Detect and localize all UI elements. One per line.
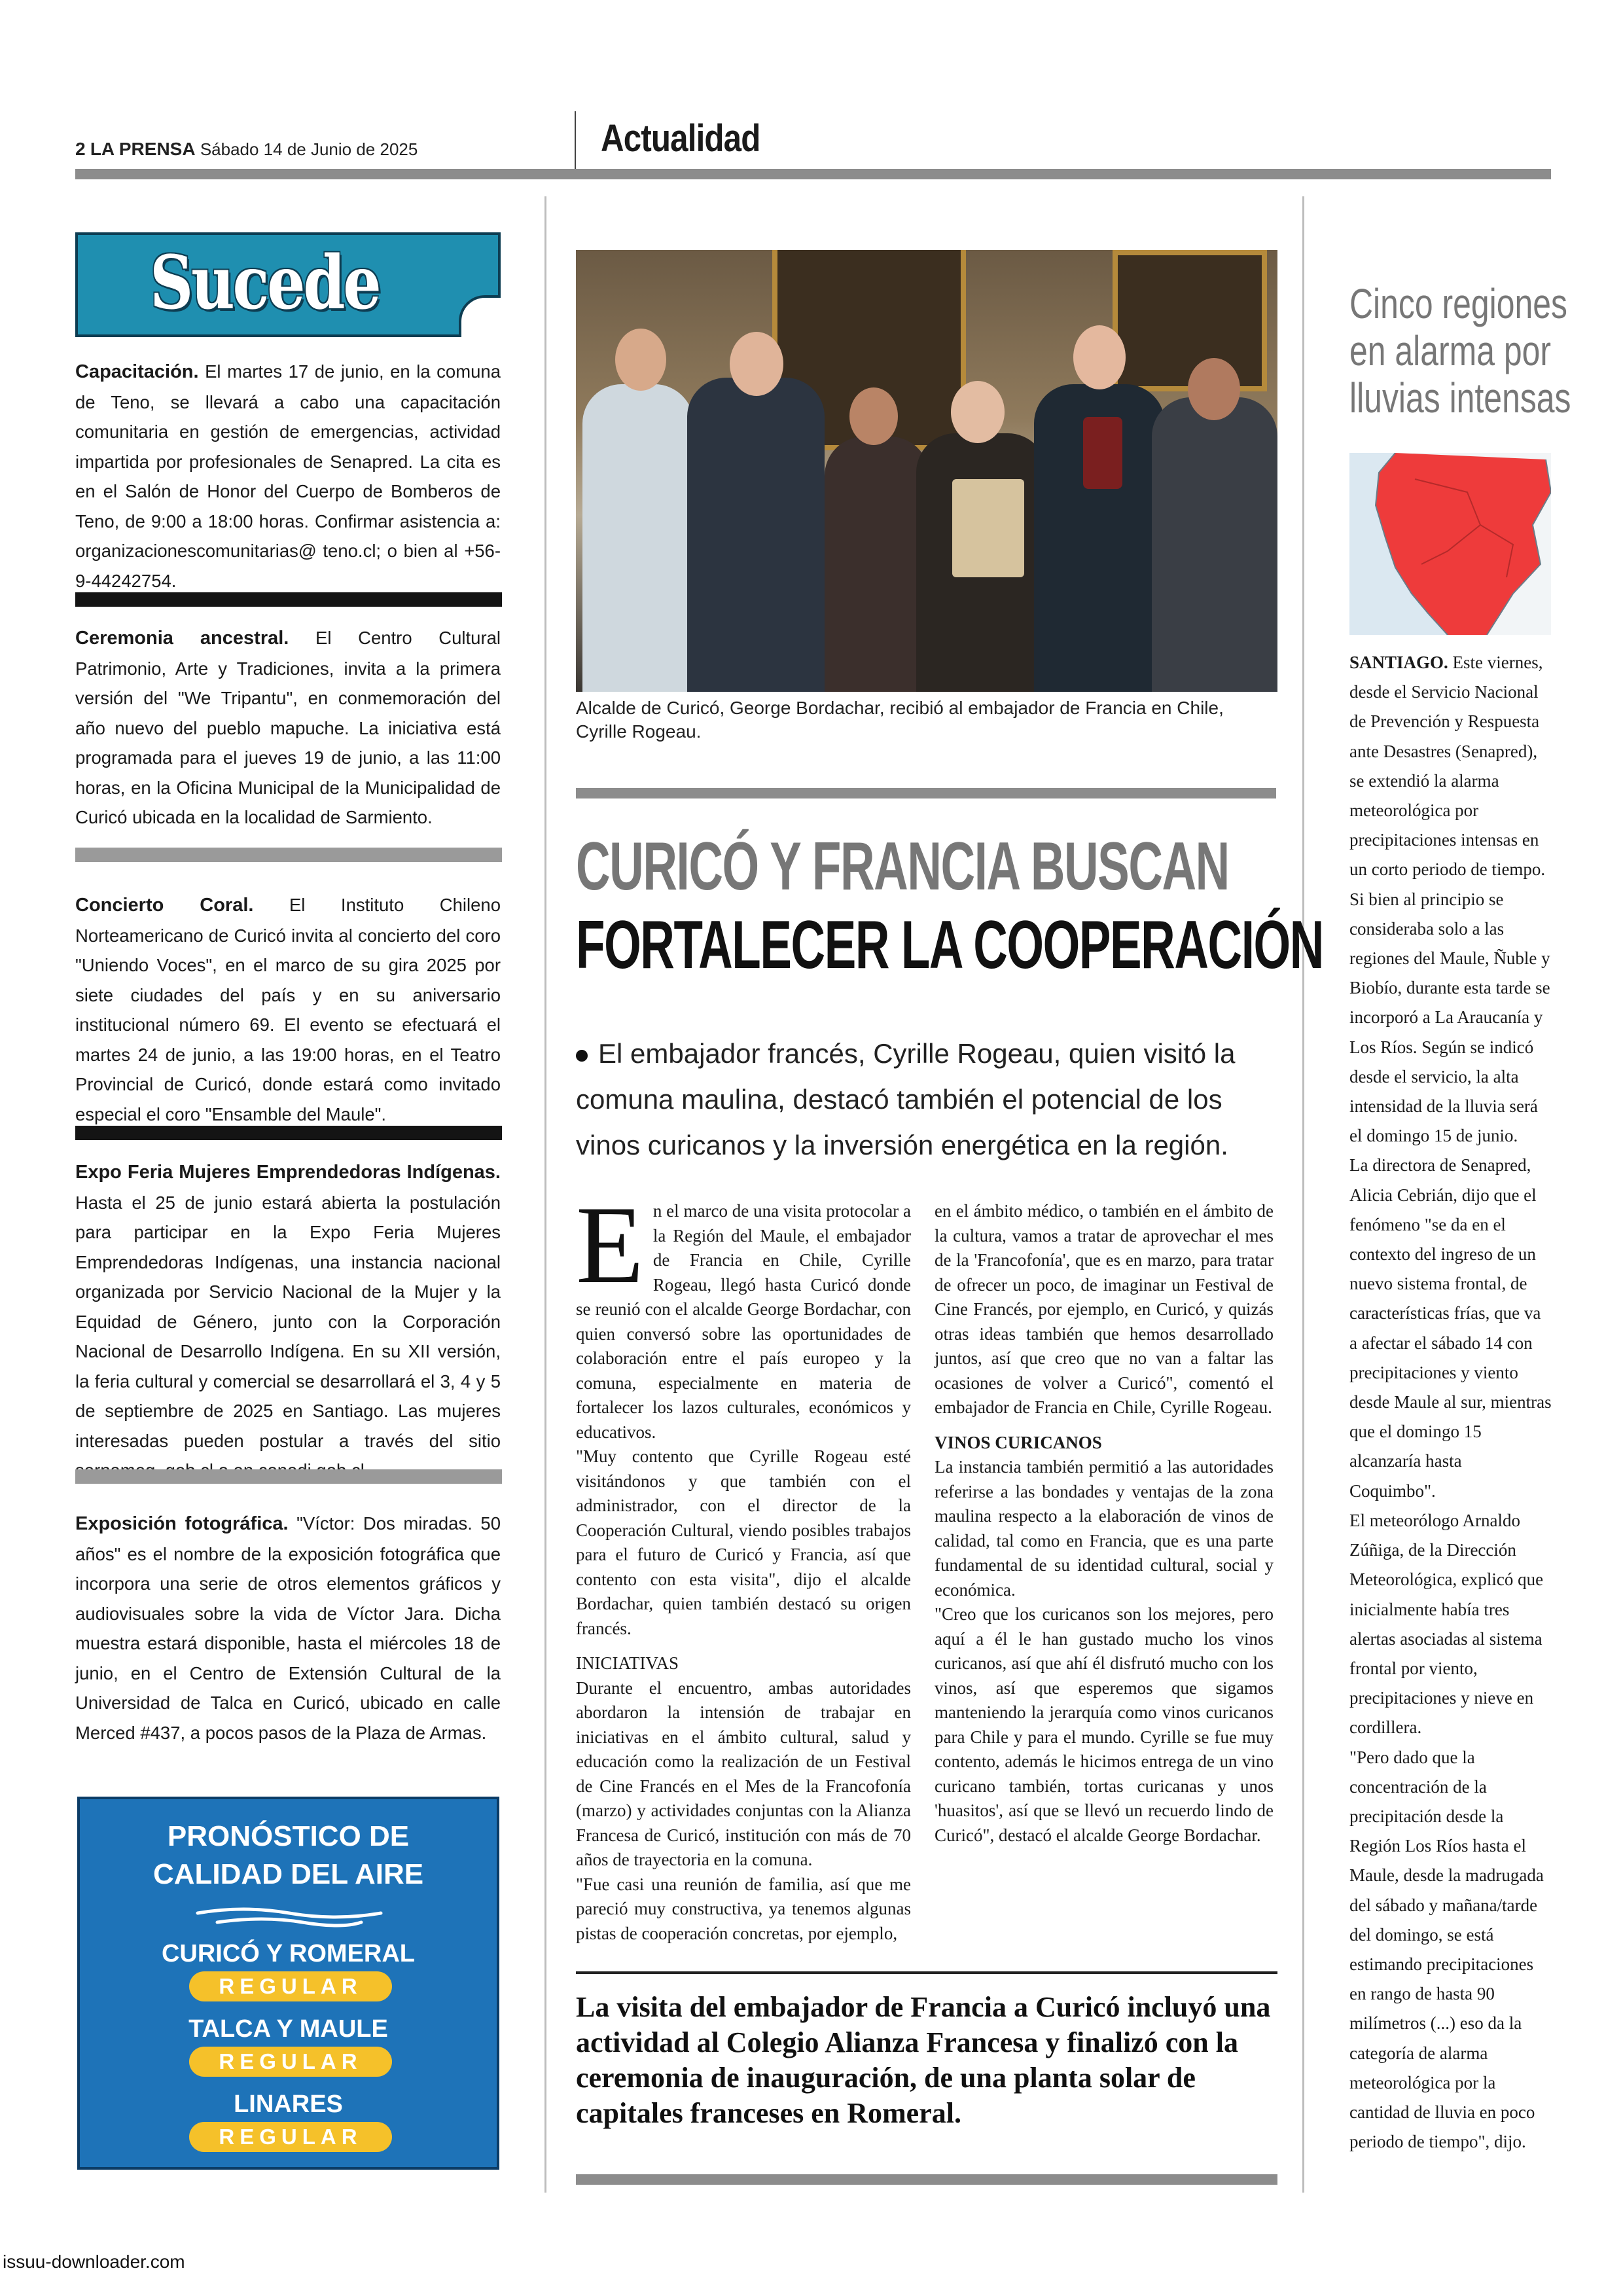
dateline: SANTIAGO. [1349,653,1448,672]
sidebar-title [1349,280,1571,422]
person-head [615,329,666,391]
air-region-name: CURICÓ Y ROMERAL [161,1940,416,1967]
brief-rule [75,848,502,862]
article-paragraph: Durante el encuentro, ambas autoridades abordaron la intensión de trabajar en iniciativas en el ámbito cultural, salud y educación como la realización de un Festival de Cine Francés en el Mes de la Francofonía (marzo) y actividades conjuntas con la Alianza Francesa de Curicó, institución con más de 70 años de trayectoria en la comuna. [576,1677,911,1869]
person [582,384,694,692]
watermark: issuu-downloader.com [3,2251,185,2272]
brief-concierto [75,890,501,1129]
air-region-name: LINARES [234,2090,343,2118]
tote-bag [952,479,1024,577]
sidebar-title-line: lluvias intensas [1349,374,1571,422]
air-quality-title: PRONÓSTICO DE [167,1820,410,1852]
brief-title: Expo Feria Mujeres Emprendedoras Indígenas. [75,1162,501,1183]
person [687,378,825,692]
sidebar-title-line: en alarma por [1349,327,1552,374]
person-head [1073,325,1126,389]
column-divider-right [1302,196,1304,2193]
alert-map [1349,453,1551,635]
deck-text: El embajador francés, Cyrille Rogeau, quien visitó la comuna maulina, destacó también el potencial de los vinos curicanos y la inversión energética en la región. [576,1038,1236,1160]
article-deck [576,1031,1277,1168]
person [825,437,929,692]
sidebar-paragraph: La directora de Senapred, Alicia Cebrián, dijo que el fenómeno "se da en el contexto del ingreso de un nuevo sistema frontal, de características frías, que va a afectar el sábado 14 con precipitaciones y viento desde Maule al sur, mientras que el domingo 15 alcanzaría hasta Coquimbo". [1349,1155,1552,1501]
column-divider-left [544,196,546,2193]
article-paragraph: n el marco de una visita protocolar a la Región del Maule, el embajador de Francia en Chile, Cyrille Rogeau, llegó hasta Curicó donde se reunió con el alcalde George Bordachar, con quien conversó sobre las oportunidades de colaboración entre el país europeo y la comuna, especialmente en materia de fortalecer los lazos culturales, económicos y educativos. [576,1201,911,1442]
headline-line-2: FORTALECER LA COOPERACIÓN [576,907,1323,983]
sucede-title: Sucede [150,240,380,326]
brief-title: Concierto Coral. [75,895,254,916]
article-photo [576,250,1277,692]
brief-title: Exposición fotográfica. [75,1513,289,1534]
section-title: Actualidad [601,117,760,160]
air-quality-title: CALIDAD DEL AIRE [152,1858,424,1890]
brief-text: Hasta el 25 de junio estará abierta la postulación para participar en la Expo Feria Mujeres Emprendedoras Indígenas, una instancia nacional organizada por Servicio Nacional de la Mujer y la Equidad de Género, junto con la Corporación Nacional de Desarrollo Indígena. En su XII versión, la feria cultural y comercial se desarrollará el 3, 4 y 5 de septiembre de 2025 en Santiago. Las mujeres interesadas pueden postular a través del sitio [75,1192,501,1451]
pull-quote: La visita del embajador de Francia a Curicó incluyó una actividad al Colegio Alianza Francesa y finalizó con la ceremonia de inauguración, de una planta solar de capitales franceses en Romeral. [576,1991,1271,2129]
brief-rule [75,1469,502,1484]
air-status-badge: REGULAR [189,1971,392,2001]
sidebar-paragraph [1349,648,1552,885]
sidebar-body [1349,648,1552,2157]
brief-exposicion [75,1509,501,1748]
article-paragraph: "Fue casi una reunión de familia, así que me pareció muy constructiva, ya tenemos algunas pistas de cooperación concretas, por ejemplo, [576,1874,911,1943]
article-column-2 [935,1199,1274,1848]
brief-rule [75,1126,502,1140]
photo-caption: Alcalde de Curicó, George Bordachar, recibió al embajador de Francia en Chile, Cyrille Rogeau. [576,698,1224,742]
wind-waves-icon [191,1904,387,1930]
article-subhead: INICIATIVAS [576,1653,679,1673]
air-region-name: TALCA Y MAULE [188,2015,388,2043]
person-head [849,387,898,445]
air-quality-box [77,1797,499,2170]
sucede-banner [75,232,501,337]
brief-title: Capacitación. [75,361,199,382]
brief-ceremonia [75,623,501,833]
issue-date: Sábado 14 de Junio de 2025 [200,139,418,159]
pull-quote-rule [576,1971,1277,1974]
page-folio [75,139,418,160]
article-paragraph: "Creo que los curicanos son los mejores, pero aquí a él le han gustado mucho los vinos curicanos, así que ahí él disfrutó mucho con los vinos, así que esperemos que sigamos manteniendo la jerarquía como vinos curicanos para Chile y para el mundo. Cyrille se fue muy contento, además le hicimos entrega de un vino curicano también, tortas curicanas y unos 'huasitos', así que se llevó un recuerdo lindo de Curicó", destacó el alcalde George Bordachar. [935,1604,1274,1845]
headline-rule [576,788,1276,798]
brief-title: Ceremonia ancestral. [75,628,289,649]
person-head [730,332,783,396]
page-number: 2 [75,139,86,159]
pull-quote-rule [576,2174,1277,2185]
bullet-icon [576,1050,588,1062]
article-paragraph: La instancia también permitió a las autoridades referirse a las bondades y ventajas de la zona maulina respecto a la elaboración de vinos de calidad, tal como en Francia, que es una parte fundamental de su identidad cultural, social y económica. [935,1457,1274,1600]
article-paragraph: en el ámbito médico, o también en el ámbito de la cultura, vamos a tratar de aprovechar el mes de la 'Francofonía', que es en marzo, para tratar de ofrecer un poco, de imaginar un Festival de Cine Francés, por ejemplo, en Curicó, y quizás otras ideas también que hemos desarrollado juntos, así que creo que no van a faltar las ocasiones de volver a Curicó", comentó el embajador de Francia en Chile, Cyrille Rogeau. [935,1201,1274,1417]
brief-text: El martes 17 de junio, en la comuna de Teno, se llevará a cabo una capacitación comunitaria en gestión de emergencias, actividad impartida por profesionales de Senapred. La cita es en el Salón de Honor del Cuerpo de Bomberos de Teno, de 9:00 a 18:00 horas. Confirmar asistencia a: organizacionescomunitarias@ teno.cl; o bien al +56-9-44242754. [75,361,501,591]
brief-capacitacion [75,357,501,596]
sidebar-paragraph: El meteorólogo Arnaldo Zúñiga, de la Dirección Meteorológica, explicó que inicialmente había tres alertas asociadas al sistema frontal por viento, precipitaciones y nieve en cordillera. [1349,1510,1544,1738]
article-paragraph: "Muy contento que Cyrille Rogeau esté visitándonos y que también con el administrador, con el director de la Cooperación Cultural, viendo posibles trabajos para el futuro de Curicó y Francia, así que contento con esta visita", dijo el alcalde Bordachar, quien también destacó su origen francés. [576,1446,911,1638]
sidebar-text: Este viernes, desde el Servicio Nacional de Prevención y Respuesta ante Desastres (Senapred), se extendió la alarma meteorológica por precipitaciones intensas en un corto periodo de tiempo. [1349,653,1546,880]
brief-rule [75,592,502,607]
dropcap: E [576,1183,644,1306]
headline-line-1: CURICÓ Y FRANCIA BUSCAN [576,829,1229,905]
sidebar-paragraph: Si bien al principio se consideraba solo a las regiones del Maule, Ñuble y Biobío, durante esta tarde se incorporó a La Araucanía y Los Ríos. Según se indicó desde el servicio, la alta intensidad de la lluvia será el domingo 15 de junio. [1349,889,1550,1146]
painting [1113,250,1267,391]
person-head [1188,358,1240,420]
person [1152,397,1277,692]
sidebar-paragraph: "Pero dado que la concentración de la precipitación desde la Región Los Ríos hasta el Maule, desde la madrugada del sábado y mañana/tarde del domingo, se está estimando precipitaciones en rango de hasta 90 milímetros (...) eso da la categoría de alarma meteorológica por la cantidad de lluvia en poco periodo de tiempo", dijo. [1349,1747,1544,2152]
person-head [951,381,1005,443]
air-status-badge: REGULAR [189,2047,392,2077]
article-column-1 [576,1183,911,1946]
chile-alert-map-image [1349,453,1551,635]
brief-text: "Víctor: Dos miradas. 50 años" es el nombre de la exposición fotográfica que incorpora una serie de otros elementos gráficos y audiovisuales sobre la vida de Víctor Jara. Dicha muestra estará disponible, hasta el miércoles 18 de junio, en el Centro de Extensión Cultural de la Universidad de Talca en Curicó, ubicado en calle Merced #437, a pocos pasos de la Plaza de Armas. [75,1513,501,1743]
air-status-badge: REGULAR [189,2122,392,2152]
sidebar-title-line: Cinco regiones [1349,280,1567,327]
brief-text: El Instituto Chileno Norteamericano de Curicó invita al concierto del coro "Uniendo Voces", en el marco de su gira 2025 por siete ciudades del país y en su aniversario institucional número 69. El evento se efectuará el martes 24 de junio, a las 19:00 horas, en el Teatro Provincial de Curicó, donde estará como invitado especial el coro "Ensamble del Maule". [75,895,501,1124]
brief-text: El Centro Cultural Patrimonio, Arte y Tradiciones, invita a la primera versión del "We Tripantu", en conmemoración del año nuevo del pueblo mapuche. La iniciativa está programada para el jueves 19 de junio, a las 11:00 horas, en la Oficina Municipal de la Municipalidad de Curicó ubicada en la localidad de Sarmiento. [75,628,501,827]
article-subhead [935,1431,1274,1456]
publication-name: LA PRENSA [90,139,196,159]
subhead-text: VINOS CURICANOS [935,1432,1102,1452]
header-rule [75,169,1551,179]
brief-expo-feria [75,1157,501,1486]
trophy [1083,417,1122,489]
header-separator [575,111,576,173]
